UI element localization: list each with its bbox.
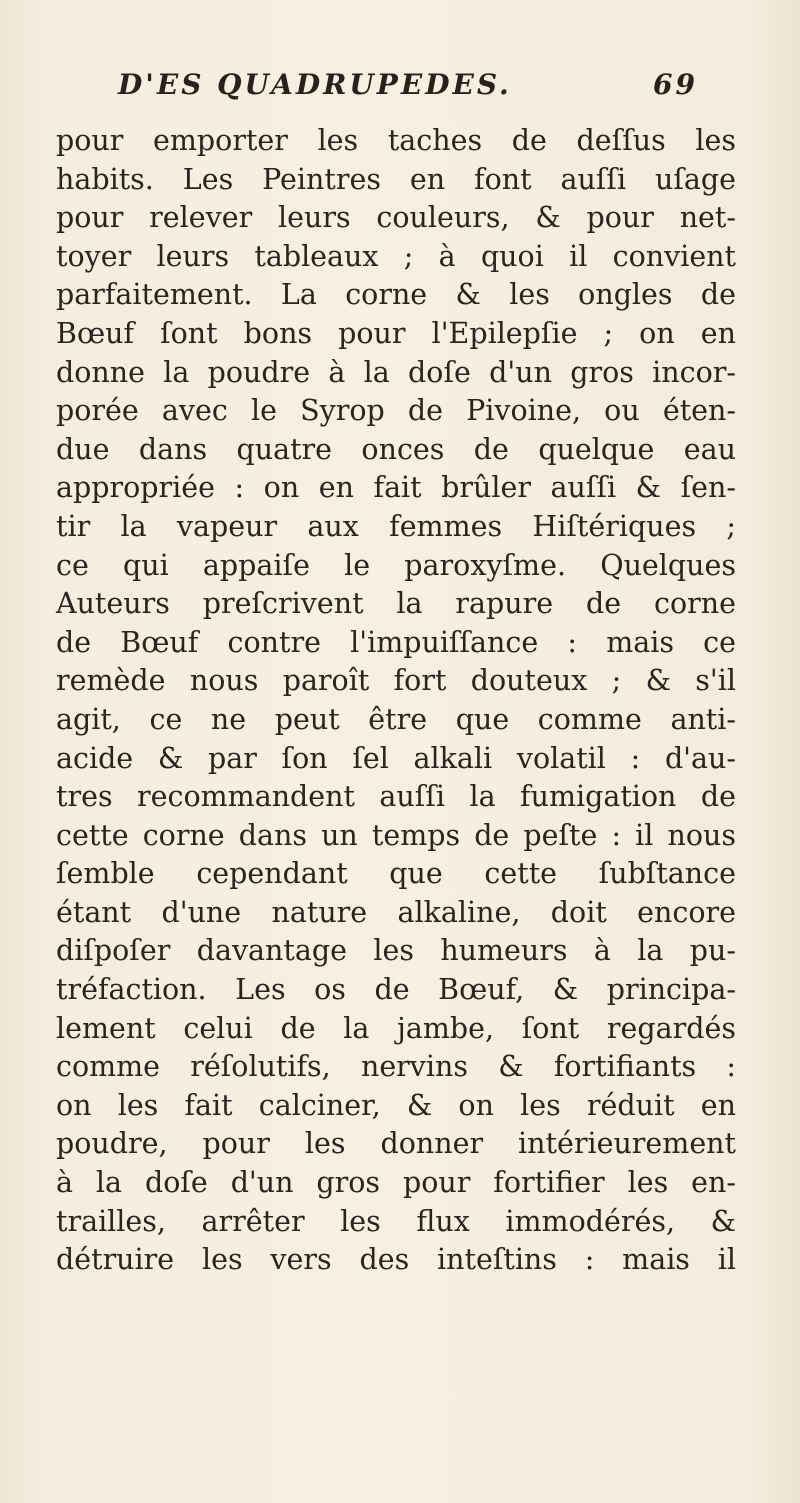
text-line: acide & par ſon ſel alkali volatil : d'au-	[56, 741, 736, 775]
text-line: comme réſolutifs, nervins & fortifiants :	[56, 1050, 736, 1084]
text-line: de Bœuf contre l'impuiſſance : mais ce	[56, 625, 736, 659]
text-line: diſpoſer davantage les humeurs à la pu-	[56, 934, 736, 968]
text-line: à la doſe d'un gros pour fortifier les en-	[56, 1166, 736, 1200]
text-line: appropriée : on en fait brûler auſſi & ſen-	[56, 471, 736, 505]
text-line: cette corne dans un temps de peſte : il nous	[56, 818, 736, 852]
text-line: détruire les vers des inteſtins : mais il	[56, 1243, 736, 1277]
text-line: lement celui de la jambe, ſont regardés	[56, 1011, 736, 1045]
text-line: toyer leurs tableaux ; à quoi il convient	[56, 239, 736, 273]
text-line: Bœuf ſont bons pour l'Epilepſie ; on en	[56, 316, 736, 350]
text-line: ce qui appaiſe le paroxyſme. Quelques	[56, 548, 736, 582]
text-line: pour emporter les taches de deſſus les	[56, 124, 736, 157]
text-line: étant d'une nature alkaline, doit encore	[56, 895, 736, 929]
running-head	[118, 68, 698, 120]
text-line: remède nous paroît fort douteux ; & s'il	[56, 664, 736, 698]
text-line: ſemble cependant que cette ſubſtance	[56, 857, 736, 891]
text-line: porée avec le Syrop de Pivoine, ou éten-	[56, 394, 736, 428]
text-line: donne la poudre à la doſe d'un gros incor-	[56, 355, 736, 389]
text-line: poudre, pour les donner intérieurement	[56, 1127, 736, 1161]
text-line: Auteurs preſcrivent la rapure de corne	[56, 587, 736, 621]
text-line: tir la vapeur aux femmes Hiſtériques ;	[56, 509, 736, 543]
body-text	[56, 122, 736, 1280]
text-line: parfaitement. La corne & les ongles de	[56, 278, 736, 312]
text-line: tres recommandent auſſi la fumigation de	[56, 780, 736, 814]
text-line: pour relever leurs couleurs, & pour net-	[56, 201, 736, 235]
text-line: trailles, arrêter les flux immodérés, &	[56, 1204, 736, 1238]
text-line: agit, ce ne peut être que comme anti-	[56, 702, 736, 736]
running-head-title: D'ES QUADRUPEDES.	[118, 68, 512, 101]
text-line: tréfaction. Les os de Bœuf, & principa-	[56, 973, 736, 1007]
text-line: due dans quatre onces de quelque eau	[56, 432, 736, 466]
text-line: on les fait calciner, & on les réduit en	[56, 1088, 736, 1122]
page-number: 69	[653, 68, 698, 101]
text-line: habits. Les Peintres en font auſſi uſage	[56, 162, 736, 196]
